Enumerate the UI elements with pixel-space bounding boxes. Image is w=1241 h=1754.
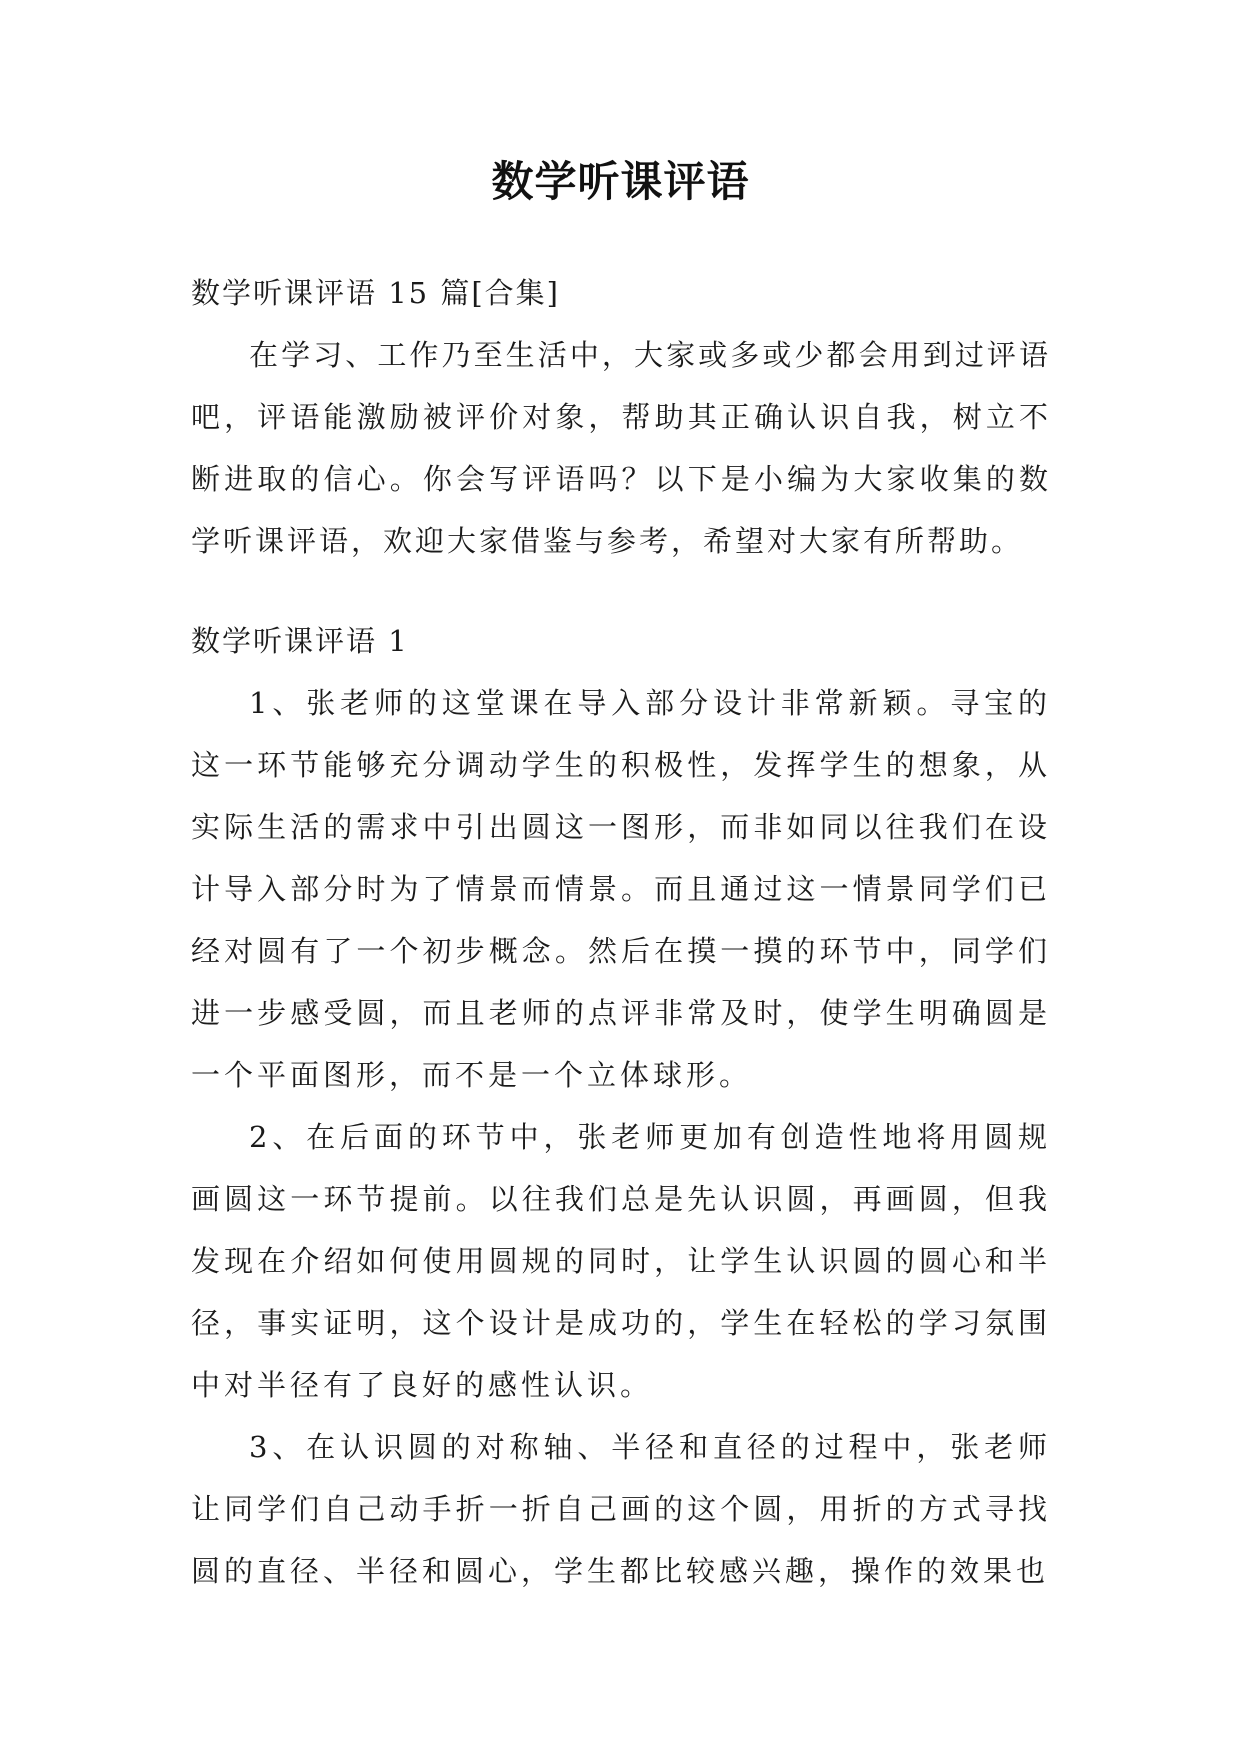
section-heading: 数学听课评语 1 (191, 624, 409, 658)
document-subtitle: 数学听课评语 15 篇[合集] (191, 276, 560, 310)
intro-paragraph: 在学习、工作乃至生活中，大家或多或少都会用到过评语吧，评语能激励被评价对象，帮助其正确认识自我，树立不断进取的信心。你会写评语吗？以下是小编为大家收集的数学听课评语，欢迎大家借鉴与参考，希望对大家有所帮助。 (191, 338, 1051, 558)
comment-paragraph-2: 2、在后面的环节中，张老师更加有创造性地将用圆规画圆这一环节提前。以往我们总是先认识圆，再画圆，但我发现在介绍如何使用圆规的同时，让学生认识圆的圆心和半径，事实证明，这个设计是成功的，学生在轻松的学习氛围中对半径有了良好的感性认识。 (191, 1120, 1051, 1402)
comment-paragraph-3: 3、在认识圆的对称轴、半径和直径的过程中，张老师让同学们自己动手折一折自己画的这个圆，用折的方式寻找圆的直径、半径和圆心，学生都比较感兴趣，操作的效果也 (191, 1430, 1051, 1588)
document-body (191, 262, 1051, 1602)
comment-paragraph-1: 1、张老师的这堂课在导入部分设计非常新颖。寻宝的这一环节能够充分调动学生的积极性，发挥学生的想象，从实际生活的需求中引出圆这一图形，而非如同以往我们在设计导入部分时为了情景而情景。而且通过这一情景同学们已经对圆有了一个初步概念。然后在摸一摸的环节中，同学们进一步感受圆，而且老师的点评非常及时，使学生明确圆是一个平面图形，而不是一个立体球形。 (191, 686, 1051, 1092)
document-title: 数学听课评语 (491, 157, 750, 206)
